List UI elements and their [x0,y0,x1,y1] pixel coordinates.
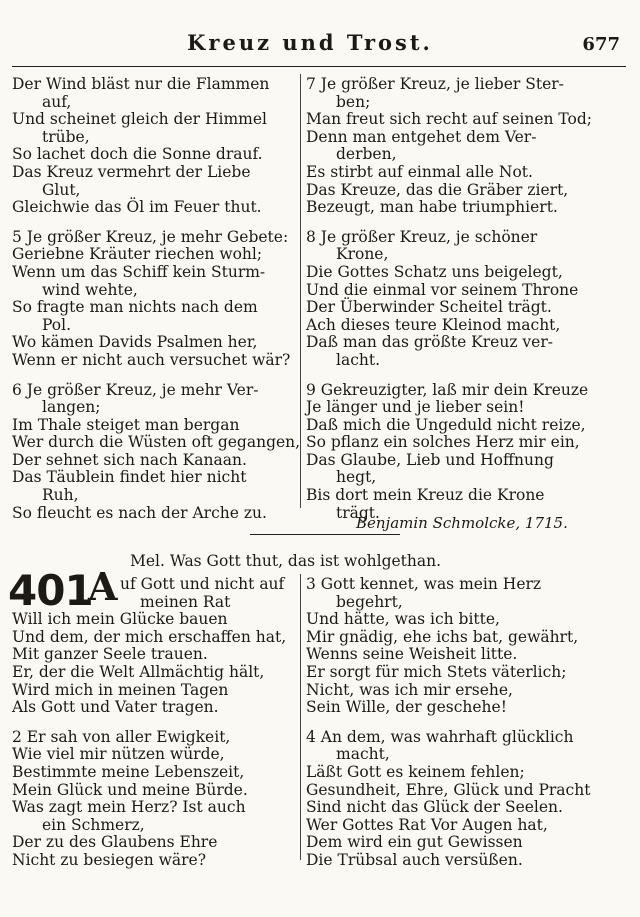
verse-line: Gleichwie das Öl im Feuer thut. [12,198,262,217]
verse-line: Das Glaube, Lieb und Hoffnung [306,450,554,469]
verse-line: Krone, [336,245,389,264]
verse-line: Wenn um das Schiff kein Sturm- [12,262,266,281]
verse-line: Daß mich die Ungeduld nicht reize, [306,415,586,434]
verse-line: 3 Gott kennet, was mein Herz [306,575,542,593]
verse-line: Das Kreuz vermehrt der Liebe [12,162,251,181]
verse-line: Und die einmal vor seinem Throne [306,280,579,299]
verse-line: Pol. [42,315,72,334]
verse-line: trübe, [42,127,90,146]
stanza-2 [12,729,294,870]
verse-line: Gesundheit, Ehre, Glück und Pracht [306,780,591,799]
verse-line: So lachet doch die Sonne drauf. [12,145,263,164]
verse-line: Läßt Gott es keinem fehlen; [306,762,525,781]
verse-line: Bis dort mein Kreuz die Krone [306,486,545,505]
stanza-9 [306,382,590,523]
verse-line: Bestimmte meine Lebenszeit, [12,762,245,781]
page-number: 677 [582,34,620,55]
verse-line: Er, der die Welt Allmächtig hält, [12,662,265,681]
stanza-5 [12,229,294,370]
verse-line: Wie viel mir nützen würde, [12,745,225,764]
drop-cap: A [88,564,118,609]
running-title: Kreuz und Trost. [187,30,433,55]
verse-line: Sind nicht das Glück der Seelen. [306,798,563,817]
verse-line: So fragte man nichts nach dem [12,298,258,317]
verse-line: macht, [336,745,390,764]
top-left-column [12,75,301,534]
column-divider-top [300,74,301,508]
verse-line: Wer durch die Wüsten oft gegangen, [12,433,301,452]
verse-line: 6 Je größer Kreuz, je mehr Ver- [12,380,259,399]
verse-line: Das Täublein findet hier nicht [12,468,247,487]
verse-line: Wo kämen Davids Psalmen her, [12,333,258,352]
header-rule [12,66,626,67]
stanza-4 [306,729,594,870]
hymn-number: 401 [8,566,93,615]
verse-line: Der Überwinder Scheitel trägt. [306,298,552,317]
verse-line: Ruh, [42,486,79,505]
verse-line: Und dem, der mich erschaffen hat, [12,627,287,646]
verse-line: Und hätte, was ich bitte, [306,610,500,629]
verse-line: Sein Wille, der geschehe! [306,698,507,717]
verse-line: derben, [336,145,397,164]
verse-line: Daß man das größte Kreuz ver- [306,333,554,352]
verse-line: Will ich mein Glücke bauen [12,610,228,629]
verse-line: Je länger und je lieber sein! [306,398,525,417]
verse-line: Der zu des Glaubens Ehre [12,833,218,852]
stanza-7 [306,75,593,217]
verse-line: Glut, [42,180,81,199]
verse-line: 4 An dem, was wahrhaft glücklich [306,727,574,746]
verse-line: auf, [42,92,72,111]
verse-line: Was zagt mein Herz? Ist auch [12,798,246,817]
verse-line: Und scheinet gleich der Himmel [12,110,267,129]
verse-line: meinen Rat [140,592,231,611]
verse-line: ben; [336,92,371,111]
verse-line: 8 Je größer Kreuz, je schöner [306,227,538,246]
verse-line: So fleucht es nach der Arche zu. [12,503,267,522]
column-divider-bottom [300,574,301,860]
verse-line: Er sorgt für mich Stets väterlich; [306,662,567,681]
stanza-continuation [12,76,294,217]
verse-line: 2 Er sah von aller Ewigkeit, [12,727,231,746]
verse-line: Wenn er nicht auch versuchet wär? [12,350,291,369]
verse-line: Bezeugt, man habe triumphiert. [306,198,558,217]
stanza-3 [306,576,594,717]
verse-line: langen; [42,398,101,417]
verse-line: Denn man entgehet dem Ver- [306,127,537,146]
melody-indication: Mel. Was Gott thut, das ist wohlgethan. [130,552,442,570]
verse-line: So pflanz ein solches Herz mir ein, [306,433,580,452]
verse-line: Im Thale steiget man bergan [12,415,240,434]
verse-line: Das Kreuze, das die Gräber ziert, [306,180,569,199]
verse-line: Geriebne Kräuter riechen wohl; [12,245,263,264]
verse-line: Nicht, was ich mir ersehe, [306,680,513,699]
verse-line: Mein Glück und meine Bürde. [12,780,248,799]
verse-line: Wenns seine Weisheit litte. [306,645,518,664]
verse-line: hegt, [336,468,377,487]
verse-line: 5 Je größer Kreuz, je mehr Gebete: [12,227,289,246]
verse-line: Ach dieses teure Kleinod macht, [306,315,561,334]
verse-line: Es stirbt auf einmal alle Not. [306,162,533,181]
verse-line: trägt. [336,503,380,522]
top-right-column [306,75,593,534]
verse-line: 7 Je größer Kreuz, je lieber Ster- [306,75,564,93]
verse-line: Der sehnet sich nach Kanaan. [12,450,247,469]
verse-line: Die Gottes Schatz uns beigelegt, [306,262,563,281]
hymn-right-column [306,576,594,882]
verse-line: ein Schmerz, [42,815,145,834]
verse-line: 9 Gekreuzigter, laß mir dein Kreuze [306,380,589,399]
verse-line: begehrt, [336,592,403,611]
verse-line: Wird mich in meinen Tagen [12,680,229,699]
stanza-1 [12,576,294,717]
verse-line: Man freut sich recht auf seinen Tod; [306,110,593,129]
verse-line: lacht. [336,350,381,369]
verse-line: Dem wird ein gut Gewissen [306,833,523,852]
verse-line: Die Trübsal auch versüßen. [306,850,523,869]
author-credit: Benjamin Schmolcke, 1715. [356,514,568,532]
stanza-8 [306,229,590,370]
stanza-6 [12,380,301,523]
hymn-left-column [12,576,294,882]
section-divider [250,534,400,535]
verse-line: Als Gott und Vater tragen. [12,698,219,717]
verse-line: Mir gnädig, ehe ichs bat, gewährt, [306,627,579,646]
verse-line: Mit ganzer Seele trauen. [12,645,208,664]
verse-line: wind wehte, [42,280,138,299]
verse-line: Nicht zu besiegen wäre? [12,850,206,869]
verse-line: Der Wind bläst nur die Flammen [12,75,270,93]
verse-line: Wer Gottes Rat Vor Augen hat, [306,815,548,834]
verse-line: uf Gott und nicht auf [120,575,285,593]
